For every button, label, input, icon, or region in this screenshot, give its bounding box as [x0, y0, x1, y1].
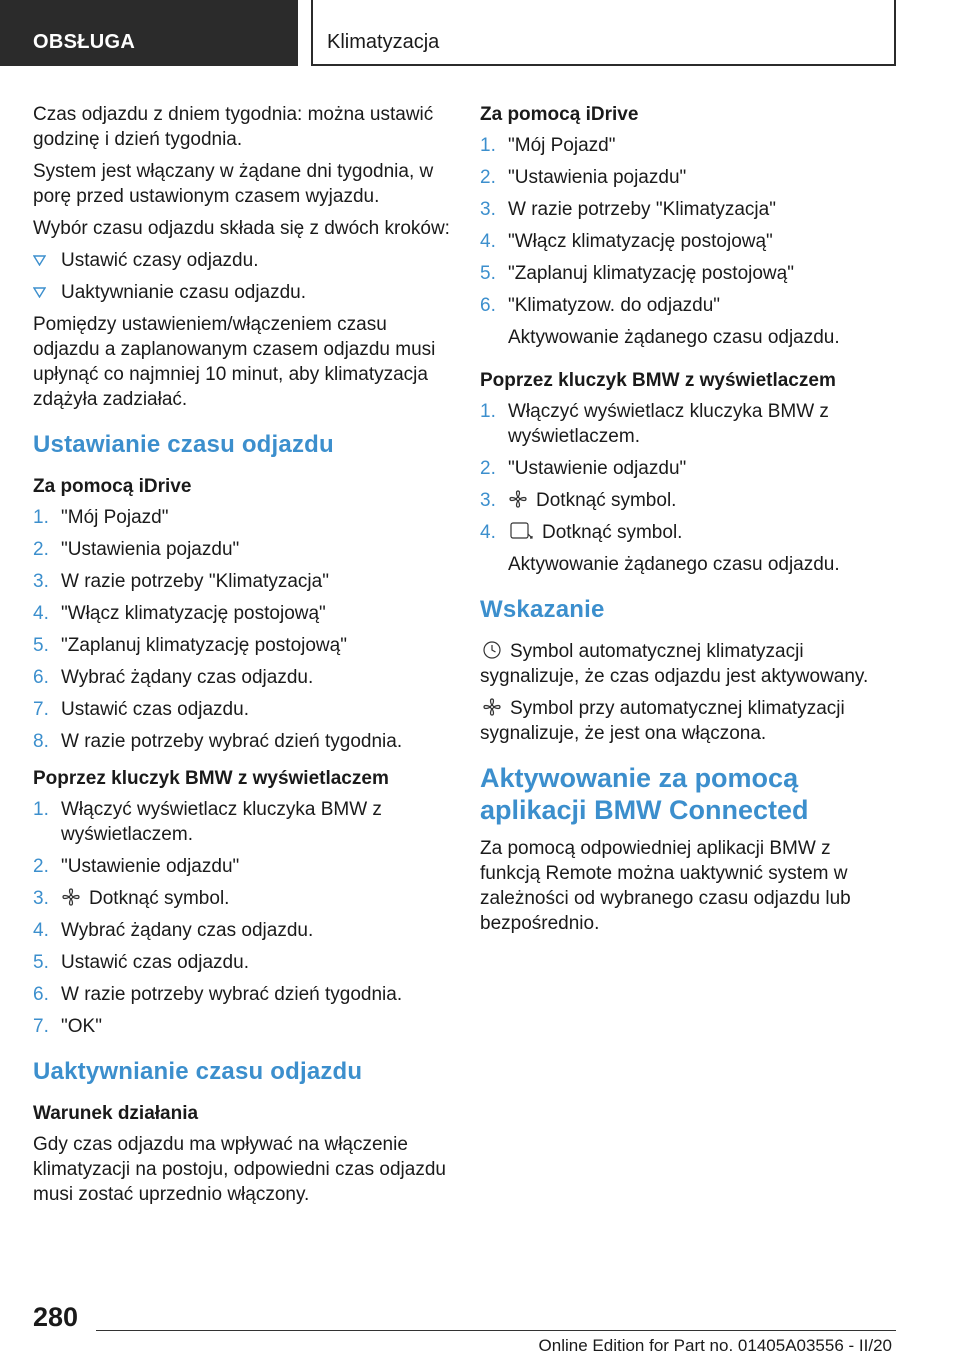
- footer-edition: Online Edition for Part no. 01405A03556 - II/20: [538, 1336, 892, 1355]
- step-item: 2. "Ustawienie odjazdu": [480, 458, 687, 479]
- step-item: 2. "Ustawienia pojazdu": [33, 539, 240, 560]
- fan-icon: [508, 489, 528, 509]
- note-heading: Wskazanie: [480, 596, 605, 623]
- triangle-bullet-icon: [33, 287, 46, 298]
- bullet-item: [33, 280, 451, 305]
- app-paragraph: Za pomocą odpowiedniej aplikacji BMW z funkcją Remote można uaktywnić system w zależności od wybranego czasu odjazdu lub bezpośrednio.: [480, 838, 851, 934]
- step-item: 4. "Włącz klimatyzację postojową": [480, 231, 773, 252]
- step-item: 1. Włączyć wyświetlacz kluczyka BMW z wyświetlaczem.: [480, 401, 829, 447]
- page-number: 280: [33, 1302, 79, 1332]
- step-item: 3. W razie potrzeby "Klimatyzacja": [33, 571, 329, 592]
- subheading-key: Poprzez kluczyk BMW z wyświetlaczem: [33, 768, 389, 789]
- page-header: [0, 0, 960, 66]
- step-item: 1. Włączyć wyświetlacz kluczyka BMW z wyświetlaczem.: [33, 799, 382, 845]
- idrive-steps: [33, 505, 451, 754]
- step-item: 4. Wybrać żądany czas odjazdu.: [33, 920, 314, 941]
- step-item: 6. "Klimatyzow. do odjazdu": [480, 295, 721, 316]
- step-item: 4. Dotknąć symbol.: [480, 522, 683, 543]
- topic-label: Klimatyzacja: [311, 0, 896, 66]
- step-result: Aktywowanie żądanego czasu odjazdu.: [508, 327, 840, 348]
- bullet-list: [33, 248, 451, 305]
- display-key-icon: [508, 521, 534, 541]
- fan-icon: [61, 887, 81, 907]
- step-item: 7. "OK": [33, 1016, 102, 1037]
- app-heading: Aktywowanie za pomocą aplikacji BMW Connected: [480, 763, 809, 825]
- footer-divider: [96, 1330, 896, 1331]
- condition-paragraph: Gdy czas odjazdu ma wpływać na włączenie klimatyzacji na postoju, odpowiedni czas odjazdu musi zostać uprzednio włączony.: [33, 1134, 446, 1205]
- step-item: 3. Dotknąć symbol.: [33, 888, 230, 909]
- step-item: 6. Wybrać żądany czas odjazdu.: [33, 667, 314, 688]
- subheading-idrive: Za pomocą iDrive: [33, 476, 192, 497]
- left-column: [33, 102, 451, 1214]
- step-result: Aktywowanie żądanego czasu odjazdu.: [508, 554, 840, 575]
- right-column: [480, 102, 895, 943]
- section-heading: Ustawianie czasu odjazdu: [33, 431, 334, 458]
- step-item: 2. "Ustawienie odjazdu": [33, 856, 240, 877]
- step-item: 5. "Zaplanuj klimatyzację postojową": [480, 263, 794, 284]
- step-item: 1. "Mój Pojazd": [480, 135, 616, 156]
- bullet-text: Uaktywnianie czasu odjazdu.: [61, 282, 307, 303]
- subheading-condition: Warunek działania: [33, 1103, 199, 1124]
- triangle-bullet-icon: [33, 255, 46, 266]
- bullet-text: Ustawić czasy odjazdu.: [61, 250, 259, 271]
- key-steps: [480, 399, 895, 545]
- key-steps: [33, 797, 451, 1039]
- step-item: 4. "Włącz klimatyzację postojową": [33, 603, 326, 624]
- subheading-key: Poprzez kluczyk BMW z wyświetlaczem: [480, 370, 836, 391]
- clock-icon: [482, 640, 502, 660]
- fan-icon: [482, 697, 502, 717]
- step-item: 1. "Mój Pojazd": [33, 507, 169, 528]
- step-item: 3. Dotknąć symbol.: [480, 490, 677, 511]
- subheading-idrive: Za pomocą iDrive: [480, 104, 639, 125]
- intro-paragraph: Pomiędzy ustawieniem/włączeniem czasu odjazdu a zaplanowanym czasem odjazdu musi upłynąć co najmniej 10 minut, aby klimatyzacja zdążyła zadziałać.: [33, 314, 436, 410]
- step-item: 6. W razie potrzeby wybrać dzień tygodnia.: [33, 984, 403, 1005]
- step-item: 3. W razie potrzeby "Klimatyzacja": [480, 199, 776, 220]
- intro-paragraph: System jest włączany w żądane dni tygodnia, w porę przed ustawionym czasem wyjazdu.: [33, 161, 434, 207]
- intro-paragraph: Wybór czasu odjazdu składa się z dwóch kroków:: [33, 218, 450, 239]
- section-label: OBSŁUGA: [0, 0, 298, 66]
- note-paragraph: Symbol przy automatycznej klimatyzacji sygnalizuje, że jest ona włączona.: [480, 698, 845, 744]
- step-item: 5. "Zaplanuj klimatyzację postojową": [33, 635, 347, 656]
- idrive-steps: [480, 133, 895, 318]
- note-paragraph: Symbol automatycznej klimatyzacji sygnalizuje, że czas odjazdu jest aktywowany.: [480, 641, 869, 687]
- step-item: 5. Ustawić czas odjazdu.: [33, 952, 249, 973]
- step-item: 7. Ustawić czas odjazdu.: [33, 699, 249, 720]
- intro-paragraph: Czas odjazdu z dniem tygodnia: można ustawić godzinę i dzień tygodnia.: [33, 104, 434, 150]
- section-heading: Uaktywnianie czasu odjazdu: [33, 1058, 363, 1085]
- step-item: 2. "Ustawienia pojazdu": [480, 167, 687, 188]
- bullet-item: [33, 248, 451, 273]
- step-item: 8. W razie potrzeby wybrać dzień tygodnia.: [33, 731, 403, 752]
